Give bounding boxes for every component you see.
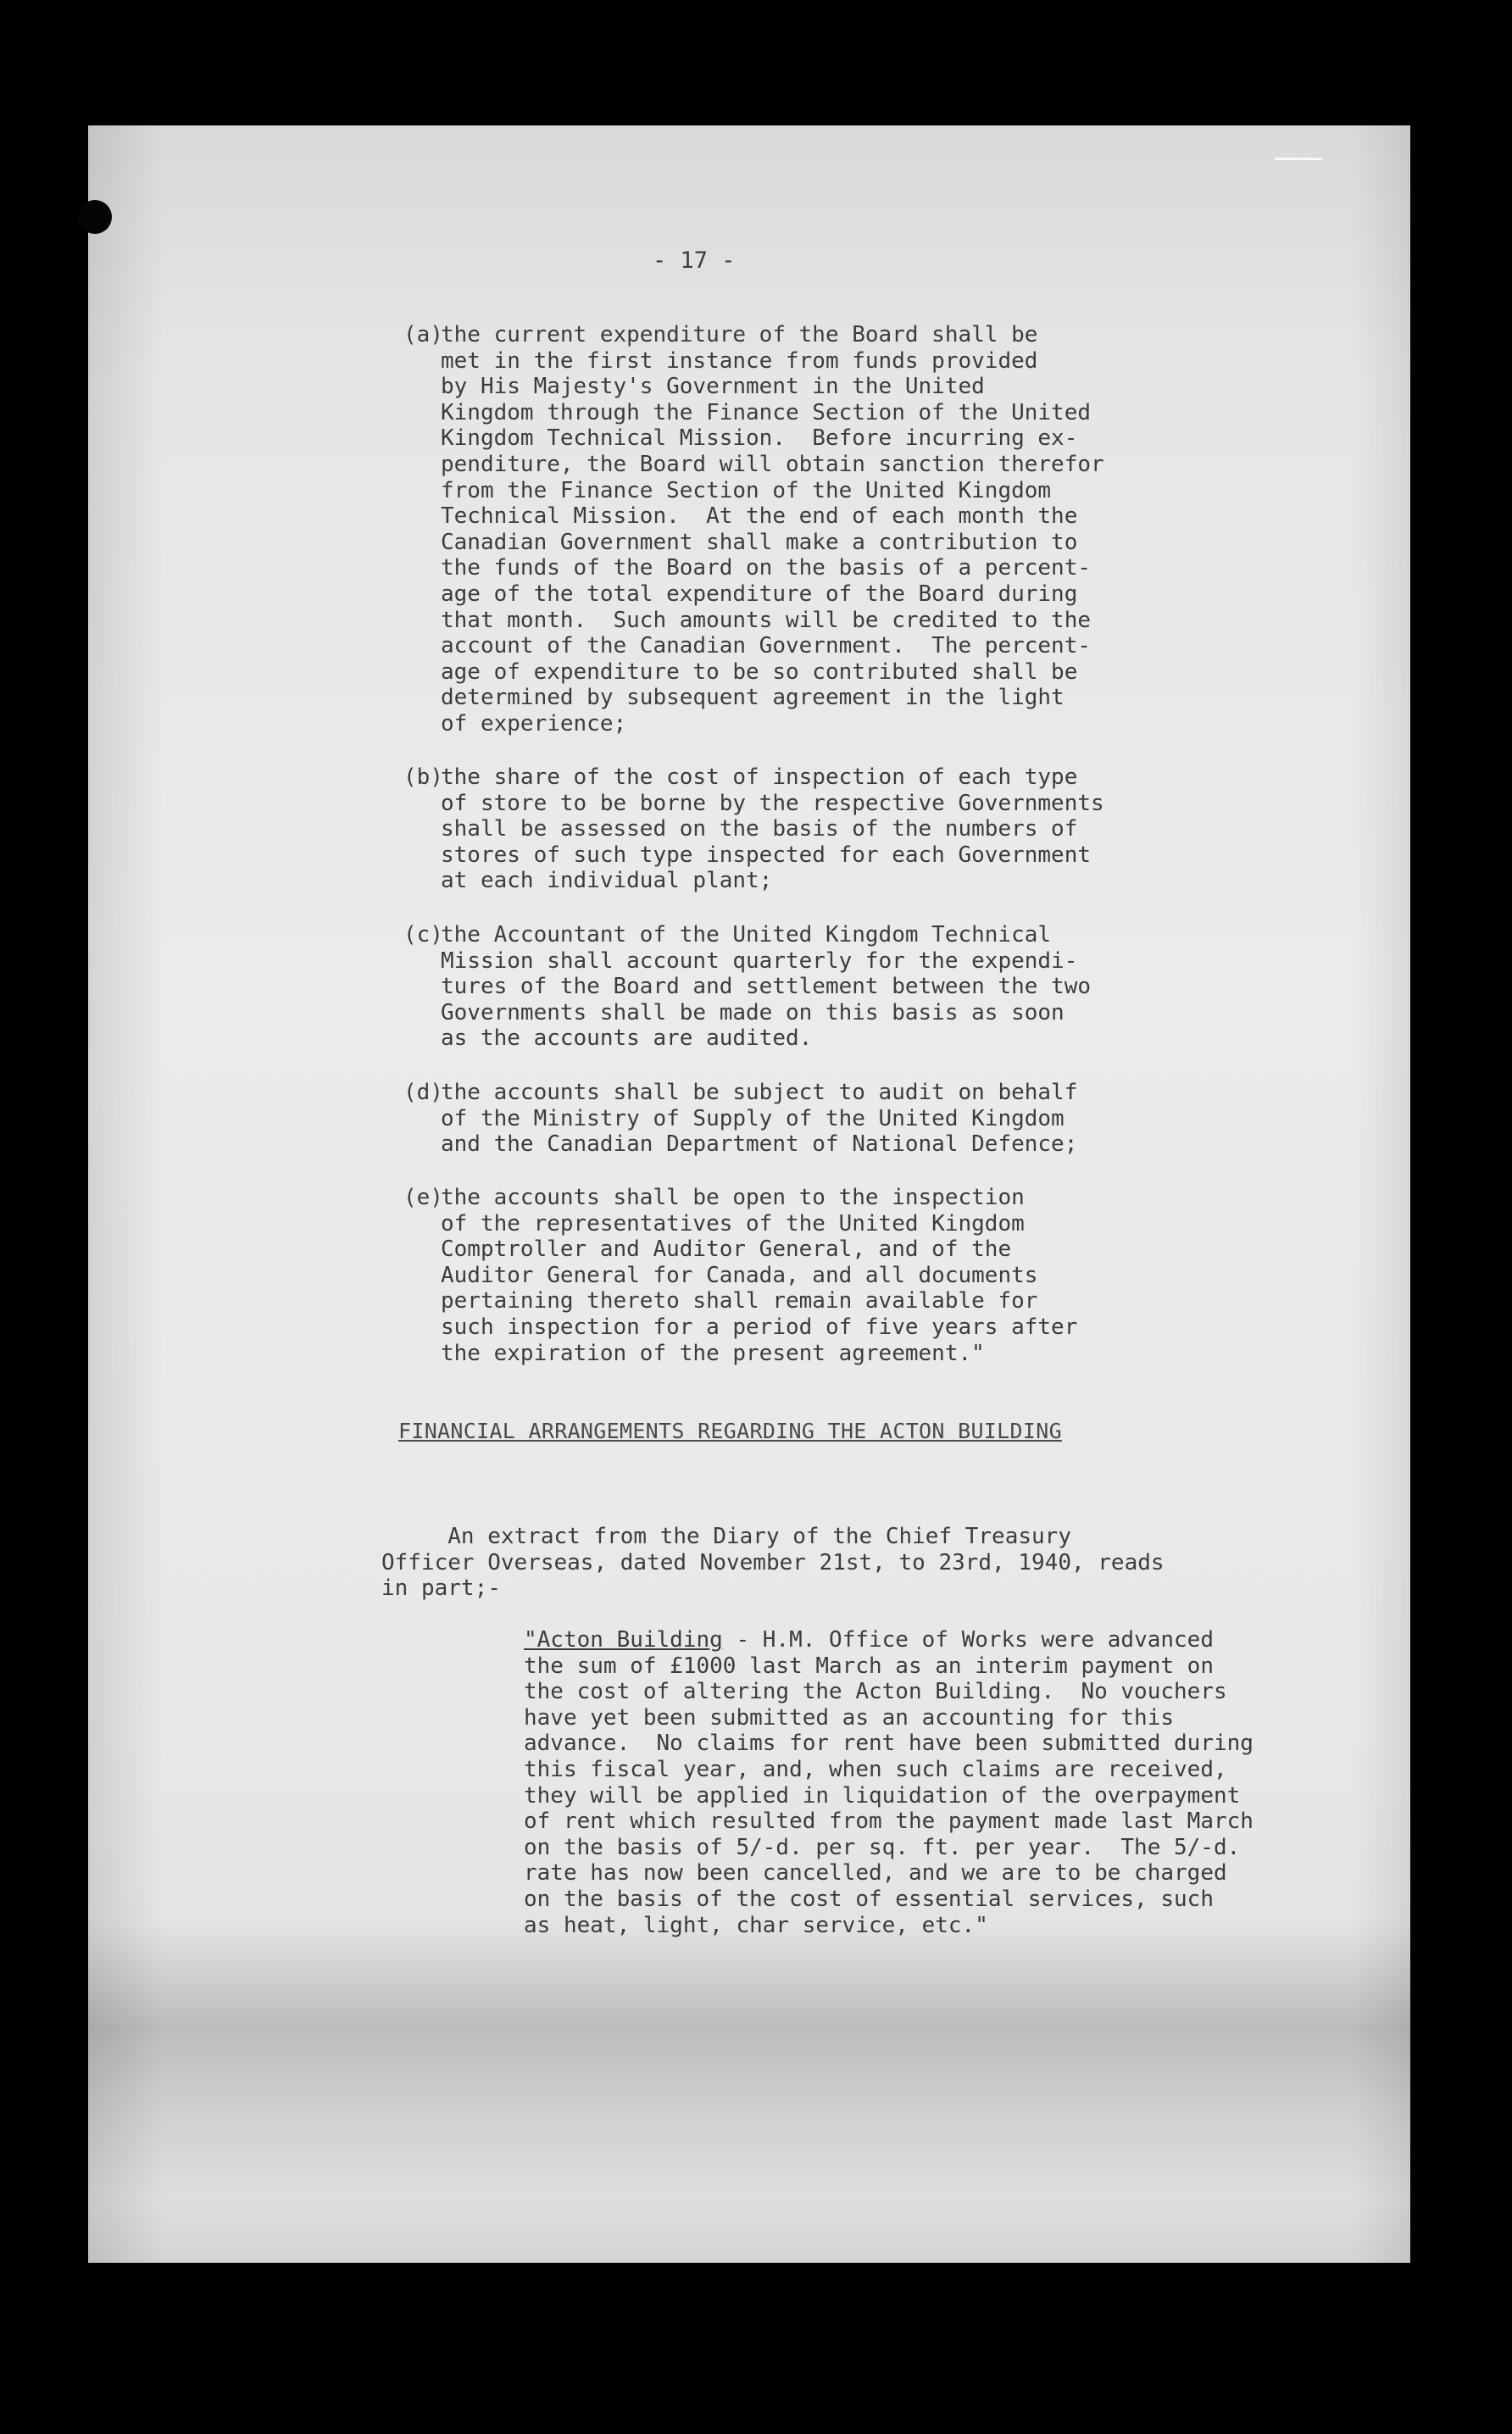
clause-label: (a) <box>403 322 443 347</box>
clause-line: pertaining thereto shall remain available for <box>441 1288 1038 1314</box>
clause-line: Kingdom through the Finance Section of the United <box>441 399 1092 425</box>
clause-line: the current expenditure of the Board shall be <box>441 322 1038 347</box>
page-number: - 17 - <box>653 247 736 274</box>
quote-lead: "Acton Building <box>524 1627 723 1653</box>
clause-line: the share of the cost of inspection of each type <box>441 764 1078 790</box>
quote-line: the sum of £1000 last March as an interim payment on <box>524 1653 1214 1679</box>
quote-first-line-rest: - H.M. Office of Works were advanced <box>722 1627 1214 1653</box>
quote-line: as heat, light, char service, etc." <box>524 1912 988 1938</box>
clause-line: Governments shall be made on this basis as soon <box>441 999 1065 1025</box>
quote-line: on the basis of 5/-d. per sq. ft. per year. The 5/-d. <box>524 1834 1241 1860</box>
quote-first-line <box>524 1627 1254 1653</box>
clause-b <box>403 764 1288 894</box>
clause-line: from the Finance Section of the United Kingdom <box>441 477 1052 503</box>
clause-line: of experience; <box>441 710 627 736</box>
clause-line: by His Majesty's Government in the United <box>441 374 985 400</box>
clause-line: Canadian Government shall make a contribution to <box>441 529 1078 555</box>
paragraph-line: An extract from the Diary of the Chief Treasury <box>381 1524 1071 1549</box>
clause-label: (d) <box>403 1080 443 1105</box>
clause-c <box>403 922 1288 1052</box>
clause-line: of store to be borne by the respective Governments <box>441 790 1104 816</box>
paper-edge-mark <box>1275 158 1322 160</box>
paper-shadow-left <box>88 125 164 2263</box>
paper-shadow-right <box>1351 125 1410 2263</box>
clause-line: of the representatives of the United Kingdom <box>441 1210 1025 1236</box>
clause-line: and the Canadian Department of National Defence; <box>441 1131 1078 1158</box>
quote-line: the cost of altering the Acton Building. No vouchers <box>524 1679 1227 1705</box>
clause-line: the accounts shall be open to the inspection <box>441 1185 1025 1210</box>
clause-e <box>403 1185 1288 1366</box>
clause-line: the funds of the Board on the basis of a percent- <box>441 555 1092 581</box>
clause-line: age of expenditure to be so contributed shall be <box>441 659 1078 685</box>
clause-line: tures of the Board and settlement between the two <box>441 974 1092 1000</box>
clause-line: age of the total expenditure of the Board during <box>441 581 1078 607</box>
quote-line: they will be applied in liquidation of the overpayment <box>524 1782 1241 1809</box>
clause-line: stores of such type inspected for each Government <box>441 842 1092 868</box>
quote-line: this fiscal year, and, when such claims are received, <box>524 1756 1227 1782</box>
quote-line: have yet been submitted as an accounting for this <box>524 1704 1175 1731</box>
clause-line: Kingdom Technical Mission. Before incurring ex- <box>441 425 1078 452</box>
clause-d <box>403 1080 1288 1158</box>
clause-line: such inspection for a period of five years after <box>441 1314 1078 1340</box>
clause-line: Technical Mission. At the end of each month the <box>441 503 1078 530</box>
diary-quote <box>524 1627 1254 1938</box>
quote-line: on the basis of the cost of essential services, such <box>524 1886 1214 1912</box>
clause-line: met in the first instance from funds provided <box>441 347 1038 374</box>
paragraph-line: Officer Overseas, dated November 21st, to 23rd, 1940, reads <box>381 1549 1165 1575</box>
section-heading: FINANCIAL ARRANGEMENTS REGARDING THE ACTON BUILDING <box>398 1419 1062 1443</box>
clause-line: account of the Canadian Government. The percent- <box>441 633 1092 659</box>
clause-line: the expiration of the present agreement." <box>441 1340 985 1366</box>
clause-label: (e) <box>403 1185 443 1210</box>
quote-line: rate has now been cancelled, and we are to be charged <box>524 1860 1227 1887</box>
intro-paragraph <box>381 1524 1165 1602</box>
clause-line: Auditor General for Canada, and all documents <box>441 1262 1038 1288</box>
clause-line: Comptroller and Auditor General, and of the <box>441 1236 1012 1263</box>
clause-line: as the accounts are audited. <box>441 1025 813 1052</box>
clause-label: (b) <box>403 764 443 790</box>
clause-line: that month. Such amounts will be credited to the <box>441 607 1092 633</box>
punch-hole <box>78 200 112 234</box>
quote-line: of rent which resulted from the payment made last March <box>524 1809 1254 1835</box>
clause-line: at each individual plant; <box>441 868 773 894</box>
clause-label: (c) <box>403 922 443 947</box>
clause-line: of the Ministry of Supply of the United Kingdom <box>441 1105 1065 1131</box>
clause-line: the accounts shall be subject to audit on behalf <box>441 1080 1078 1105</box>
clause-line: penditure, the Board will obtain sanction therefor <box>441 451 1104 477</box>
clause-line: Mission shall account quarterly for the expendi- <box>441 947 1078 974</box>
quote-line: advance. No claims for rent have been submitted during <box>524 1731 1254 1757</box>
paragraph-line: in part;- <box>381 1575 501 1602</box>
clause-a <box>403 322 1288 737</box>
clause-line: the Accountant of the United Kingdom Technical <box>441 922 1052 947</box>
clause-line: shall be assessed on the basis of the numbers of <box>441 816 1078 842</box>
clause-line: determined by subsequent agreement in the light <box>441 685 1065 711</box>
